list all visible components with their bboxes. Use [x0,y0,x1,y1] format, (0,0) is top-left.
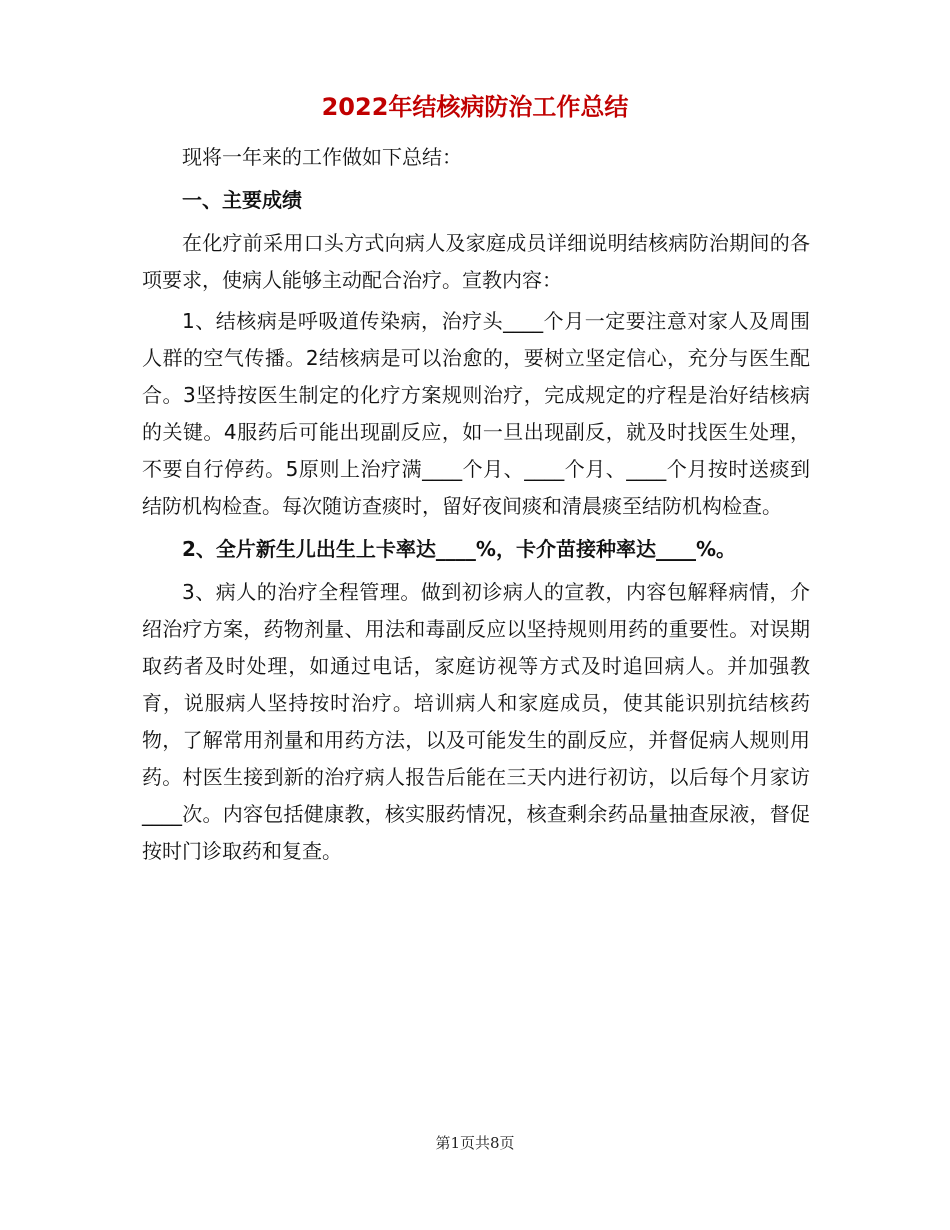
section-heading-main-achievements: 一、主要成绩 [182,188,302,212]
paragraph-education-content: 1、结核病是呼吸道传染病，治疗头____个月一定要注意对家人及周围人群的空气传播。2结核病是可以治愈的，要树立坚定信心，充分与医生配合。3坚持按医生制定的化疗方案规则治疗，完成规定的疗程是治好结核病的关键。4服药后可能出现副反应，如一旦出现副反，就及时找医生处理，不要自行停药。5原则上治疗满____个月、____个月、____个月按时送痰到结防机构检查。每次随访查痰时，留好夜间痰和清晨痰至结防机构检查。 [142,309,810,518]
paragraph-education-method: 在化疗前采用口头方式向病人及家庭成员详细说明结核病防治期间的各项要求，使病人能够主动配合治疗。宣教内容： [142,231,810,292]
page-number: 第1页共8页 [435,1134,515,1152]
intro-paragraph: 现将一年来的工作做如下总结： [182,145,462,169]
paragraph-treatment-management: 3、病人的治疗全程管理。做到初诊病人的宣教，内容包解释病情，介绍治疗方案，药物剂量、用法和毒副反应以坚持规则用药的重要性。对误期取药者及时处理，如通过电话，家庭访视等方式及时追回病人。并加强教育，说服病人坚持按时治疗。培训病人和家庭成员，使其能识别抗结核药物，了解常用剂量和用药方法，以及可能发生的副反应，并督促病人规则用药。村医生接到新的治疗病人报告后能在三天内进行初访，以后每个月家访____次。内容包括健康教，核实服药情况，核查剩余药品量抽查尿液，督促按时门诊取药和复查。 [142,580,810,863]
paragraph-newborn-vaccination: 2、全片新生儿出生上卡率达____%，卡介苗接种率达____%。 [182,537,736,561]
document-title: 2022年结核病防治工作总结 [321,93,629,121]
document-body [142,139,810,870]
